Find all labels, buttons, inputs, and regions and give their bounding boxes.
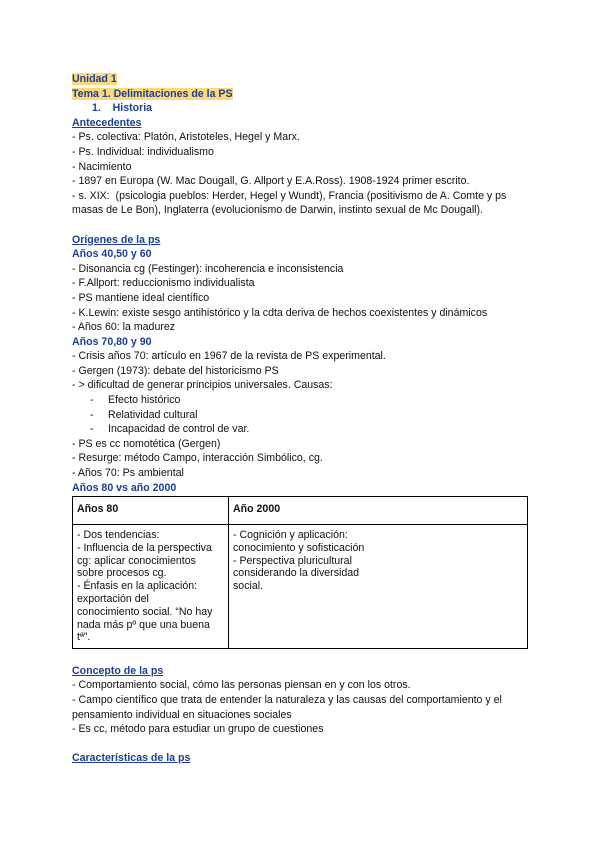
table-cell: - Dos tendencias: - Influencia de la perspectiva cg: aplicar conocimientos sobre procesos cg. - Énfasis en la aplicación: exportación del conocimiento social. “No hay nada más pº que una buena tª”. xyxy=(73,525,229,649)
list-item: pensamiento individual en situaciones sociales xyxy=(72,708,292,721)
cause-item: - Efecto histórico xyxy=(90,394,181,407)
list-item: masas de Le Bon), Inglaterra (evolucionismo de Darwin, instinto sexual de Mc Dougall). xyxy=(72,204,483,217)
list-item: - s. XIX: (psicologia pueblos: Herder, Hegel y Wundt), Francia (positivismo de A. Comte y ps xyxy=(72,189,507,202)
caracteristicas-heading: Características de la ps xyxy=(72,752,191,765)
list-item: - 1897 en Europa (W. Mac Dougall, G. Allport y E.A.Ross). 1908-1924 primer escrito. xyxy=(72,175,470,188)
list-item: - Ps. colectiva: Platón, Aristoteles, Hegel y Marx. xyxy=(72,131,300,144)
table-header: Año 2000 xyxy=(229,497,528,525)
period-heading: Años 40,50 y 60 xyxy=(72,248,152,261)
list-item: - Campo científico que trata de entender la naturaleza y las causas del comportamiento y el xyxy=(72,693,502,706)
comparison-table xyxy=(72,496,528,649)
document-page xyxy=(72,72,532,766)
list-item: - PS mantiene ideal científico xyxy=(72,291,210,304)
list-item: - Comportamiento social, cómo las personas piensan en y con los otros. xyxy=(72,679,411,692)
list-item: - Disonancia cg (Festinger): incoherencia e inconsistencia xyxy=(72,262,344,275)
unit-heading: Unidad 1 xyxy=(72,73,117,85)
list-item: - Nacimiento xyxy=(72,160,132,173)
table-cell: - Cognición y aplicación: conocimiento y sofisticación - Perspectiva pluricultural considerando la diversidad social. xyxy=(229,525,528,649)
topic-heading: Tema 1. Delimitaciones de la PS xyxy=(72,87,233,100)
comparison-heading: Años 80 vs año 2000 xyxy=(72,481,177,494)
list-item: - Gergen (1973): debate del historicismo PS xyxy=(72,364,279,377)
list-item: - F.Allport: reduccionismo individualista xyxy=(72,277,255,290)
section-heading: 1. Historia xyxy=(92,102,153,115)
concepto-heading: Concepto de la ps xyxy=(72,664,164,677)
list-item: - Años 70: Ps ambiental xyxy=(72,467,184,480)
list-item: - PS es cc nomotética (Gergen) xyxy=(72,437,221,450)
period-heading: Años 70,80 y 90 xyxy=(72,335,152,348)
list-item: - Resurge: método Campo, interacción Simbólico, cg. xyxy=(72,452,323,465)
list-item: - K.Lewin: existe sesgo antihistórico y la cdta deriva de hechos coexistentes y dinámicos xyxy=(72,306,488,319)
list-item: - Años 60: la madurez xyxy=(72,321,176,334)
antecedentes-heading: Antecedentes xyxy=(72,116,142,129)
table-header: Años 80 xyxy=(73,497,229,525)
cause-item: - Incapacidad de control de var. xyxy=(90,423,250,436)
origenes-heading: Orígenes de la ps xyxy=(72,233,161,246)
cause-item: - Relatividad cultural xyxy=(90,408,198,421)
list-item: - Crisis años 70: artículo en 1967 de la revista de PS experimental. xyxy=(72,350,386,363)
list-item: - Es cc, método para estudiar un grupo de cuestiones xyxy=(72,723,324,736)
list-item: - > dificultad de generar principios universales. Causas: xyxy=(72,379,333,392)
list-item: - Ps. Individual: individualismo xyxy=(72,145,214,158)
